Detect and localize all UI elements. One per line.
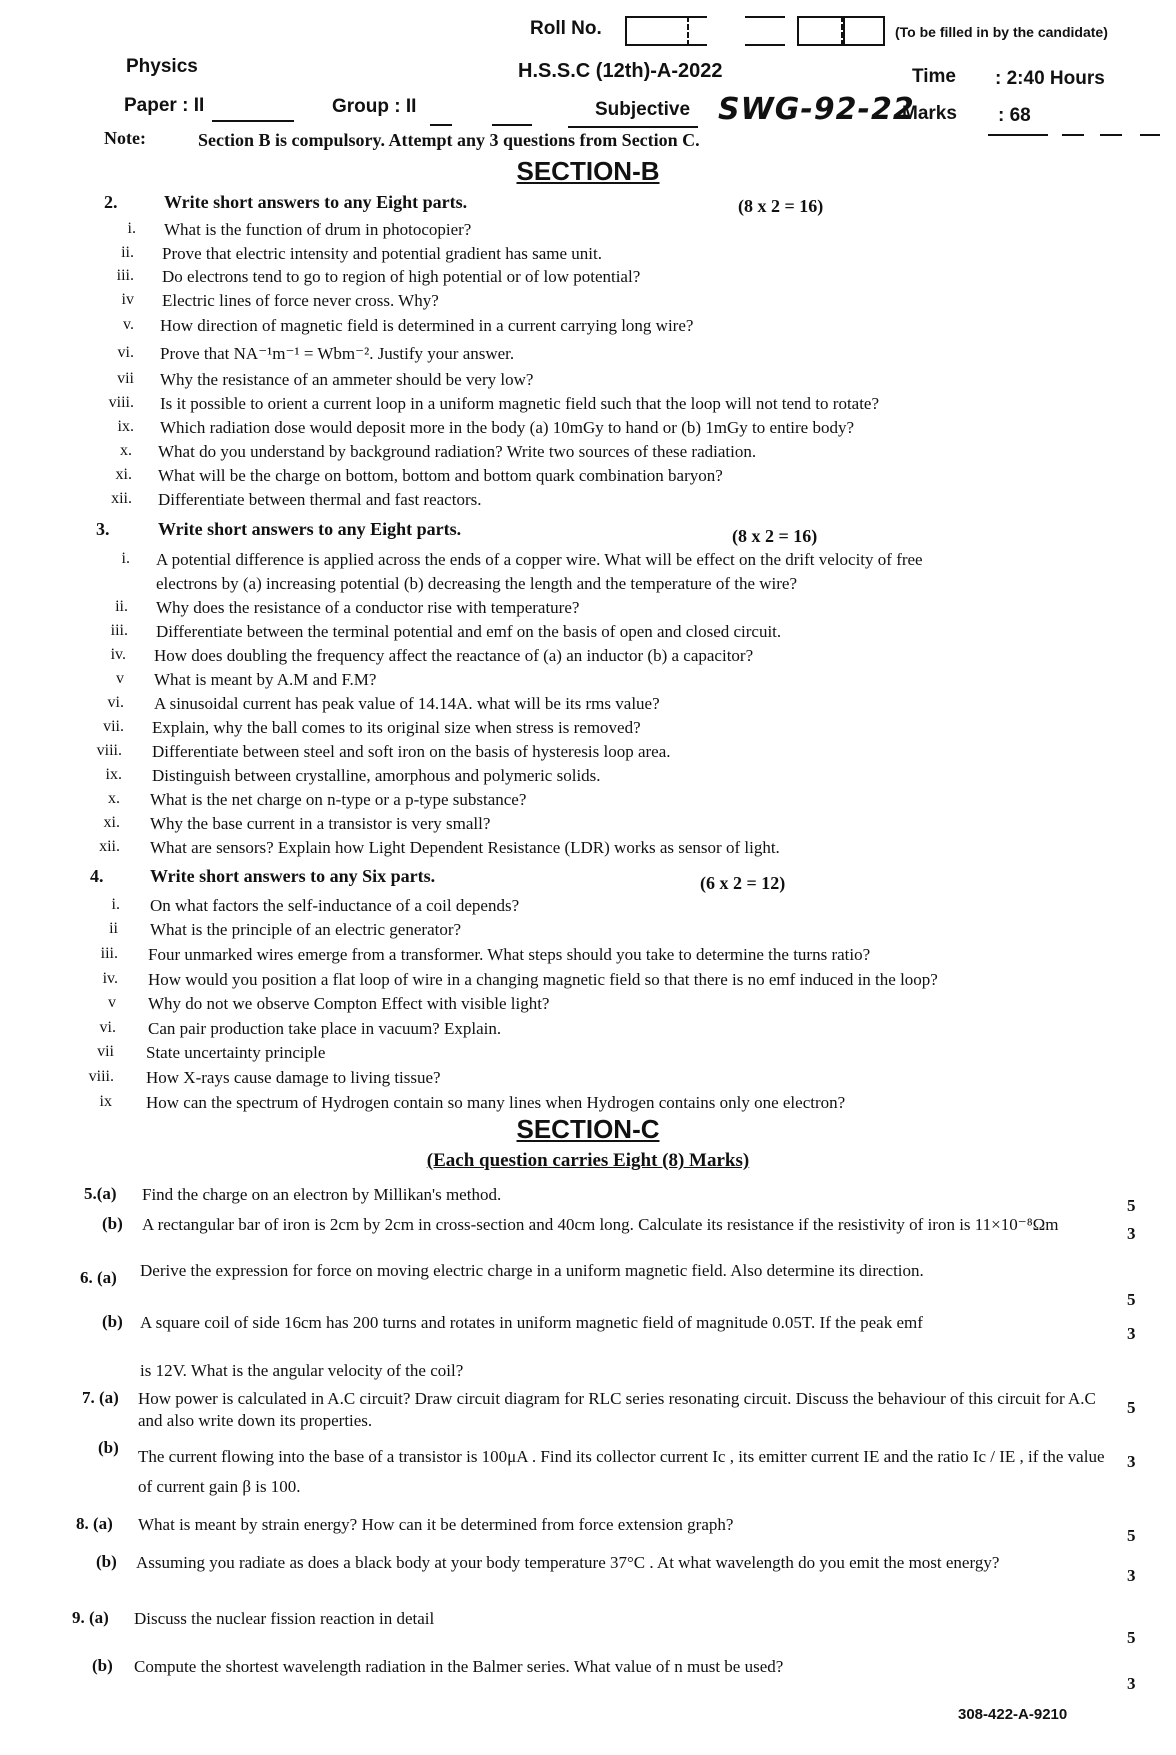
marks-label: Marks xyxy=(902,103,957,124)
part-text: Prove that electric intensity and potential gradient has same unit. xyxy=(162,244,602,263)
handwritten-paper-code: SWG-92-22 xyxy=(718,92,915,127)
question-title: Write short answers to any Eight parts. xyxy=(164,192,468,212)
question-text: The current flowing into the base of a transistor is 100μA . Find its collector current Ic , its emitter current IE and the ratio Ic / IE , if the value of current gain β is 100. xyxy=(138,1447,1105,1496)
part-number: iii. xyxy=(116,267,134,284)
part-number: xi. xyxy=(115,466,132,483)
part-text: How direction of magnetic field is determined in a current carrying long wire? xyxy=(160,316,694,335)
part-number: xii. xyxy=(111,490,132,507)
section-b-title: SECTION-B xyxy=(516,156,660,186)
question-marks: (6 x 2 = 12) xyxy=(700,873,786,893)
question-number: 4. xyxy=(90,866,104,886)
part-text: Differentiate between the terminal potential and emf on the basis of open and closed circuit. xyxy=(156,622,782,641)
question-text: Find the charge on an electron by Millikan's method. xyxy=(142,1185,502,1204)
part-number: iv. xyxy=(110,646,126,663)
question-label: (b) xyxy=(96,1552,117,1571)
question-marks: 5 xyxy=(1127,1628,1136,1647)
part-text: Do electrons tend to go to region of high potential or of low potential? xyxy=(162,267,641,286)
part-number: vii xyxy=(117,370,134,387)
part-text: What is the function of drum in photocopier? xyxy=(164,220,472,239)
part-text: How does doubling the frequency affect the reactance of (a) an inductor (b) a capacitor? xyxy=(154,646,754,665)
question-marks: (8 x 2 = 16) xyxy=(738,196,824,216)
question-marks: 3 xyxy=(1127,1566,1136,1585)
part-text: What do you understand by background radiation? Write two sources of these radiation. xyxy=(158,442,757,461)
question-label: (b) xyxy=(102,1312,123,1331)
part-text: How X-rays cause damage to living tissue? xyxy=(146,1068,441,1087)
part-number: iv. xyxy=(102,970,118,987)
part-number: vi. xyxy=(107,694,124,711)
part-number: vii. xyxy=(103,718,124,735)
question-label: 8. (a) xyxy=(76,1514,113,1533)
part-text: What is meant by A.M and F.M? xyxy=(154,670,377,689)
section-c-title: SECTION-C xyxy=(516,1114,660,1144)
time-value: : 2:40 Hours xyxy=(995,68,1105,89)
part-number: i. xyxy=(121,550,130,567)
question-marks: 3 xyxy=(1127,1674,1136,1693)
question-text: Derive the expression for force on moving electric charge in a uniform magnetic field. Also determine its direction. xyxy=(140,1261,924,1280)
subjective-label: Subjective xyxy=(595,99,691,120)
part-number: ix. xyxy=(117,418,134,435)
part-text: Four unmarked wires emerge from a transformer. What steps should you take to determine the turns ratio? xyxy=(148,945,871,964)
part-text: A potential difference is applied across the ends of a copper wire. What will be effect on the drift velocity of free xyxy=(156,550,923,569)
part-text: State uncertainty principle xyxy=(146,1043,326,1062)
question-label: 5.(a) xyxy=(84,1184,117,1203)
subject-name: Physics xyxy=(126,56,198,77)
part-text: Is it possible to orient a current loop in a uniform magnetic field such that the loop will not tend to rotate? xyxy=(160,394,880,413)
part-text: On what factors the self-inductance of a coil depends? xyxy=(150,896,520,915)
question-text: A rectangular bar of iron is 2cm by 2cm in cross-section and 40cm long. Calculate its resistance if the resistivity of iron is 11×10⁻⁸Ωm xyxy=(142,1215,1059,1234)
part-text: Electric lines of force never cross. Why? xyxy=(162,291,439,310)
exam-title: H.S.S.C (12th)-A-2022 xyxy=(518,60,723,82)
question-text: Assuming you radiate as does a black body at your body temperature 37°C . At what wavelength do you emit the most energy? xyxy=(136,1553,1000,1572)
part-number: ii. xyxy=(121,244,134,261)
part-text: Which radiation dose would deposit more in the body (a) 10mGy to hand or (b) 1mGy to entire body? xyxy=(160,418,855,437)
part-number: v xyxy=(108,994,116,1011)
part-text: What are sensors? Explain how Light Dependent Resistance (LDR) works as sensor of light. xyxy=(150,838,780,857)
part-text: Prove that NA⁻¹m⁻¹ = Wbm⁻². Justify your answer. xyxy=(160,344,515,363)
question-marks: 3 xyxy=(1127,1224,1136,1243)
part-number: ix xyxy=(99,1093,112,1110)
question-marks: 5 xyxy=(1127,1398,1136,1417)
question-label: 9. (a) xyxy=(72,1608,109,1627)
part-number: vi. xyxy=(99,1019,116,1036)
paper-label: Paper : II xyxy=(124,95,205,116)
roll-number-boxes[interactable] xyxy=(625,12,887,46)
part-number: iii. xyxy=(100,945,118,962)
part-text: Distinguish between crystalline, amorphous and polymeric solids. xyxy=(152,766,601,785)
part-number: xii. xyxy=(99,838,120,855)
part-number: ii xyxy=(109,920,118,937)
question-marks: (8 x 2 = 16) xyxy=(732,526,818,546)
roll-number-label: Roll No. xyxy=(530,18,602,39)
part-number: x. xyxy=(120,442,132,459)
question-label: 6. (a) xyxy=(80,1268,117,1287)
question-marks: 5 xyxy=(1127,1196,1136,1215)
question-text: What is meant by strain energy? How can it be determined from force extension graph? xyxy=(138,1515,734,1534)
paper-code-footer: 308-422-A-9210 xyxy=(958,1706,1068,1723)
part-text: What is the net charge on n-type or a p-type substance? xyxy=(150,790,527,809)
question-marks: 3 xyxy=(1127,1452,1136,1471)
question-text: A square coil of side 16cm has 200 turns and rotates in uniform magnetic field of magnitude 0.05T. If the peak emf xyxy=(140,1313,923,1332)
section-c-subtitle: (Each question carries Eight (8) Marks) xyxy=(426,1150,750,1171)
part-text: How can the spectrum of Hydrogen contain so many lines when Hydrogen contains only one electron? xyxy=(146,1093,846,1112)
part-number: i. xyxy=(127,220,136,237)
note-text: Section B is compulsory. Attempt any 3 questions from Section C. xyxy=(198,130,700,150)
part-number: vii xyxy=(97,1043,114,1060)
marks-value: : 68 xyxy=(998,105,1031,126)
part-number: iii. xyxy=(110,622,128,639)
question-title: Write short answers to any Eight parts. xyxy=(158,519,462,539)
question-text: Compute the shortest wavelength radiation in the Balmer series. What value of n must be used? xyxy=(134,1657,784,1676)
roll-fill-note: (To be filled in by the candidate) xyxy=(895,24,1108,40)
part-number: ii. xyxy=(115,598,128,615)
part-text-continued: electrons by (a) increasing potential (b) decreasing the length and the temperature of the wire? xyxy=(156,574,798,593)
part-number: x. xyxy=(108,790,120,807)
group-label: Group : II xyxy=(332,96,417,117)
part-number: i. xyxy=(111,896,120,913)
part-number: ix. xyxy=(105,766,122,783)
part-number: v xyxy=(116,670,124,687)
part-text: Differentiate between steel and soft iron on the basis of hysteresis loop area. xyxy=(152,742,671,761)
part-number: v. xyxy=(123,316,134,333)
part-text: Why does the resistance of a conductor rise with temperature? xyxy=(156,598,580,617)
part-number: viii. xyxy=(96,742,122,759)
question-number: 3. xyxy=(96,519,110,539)
part-number: vi. xyxy=(117,344,134,361)
part-number: iv xyxy=(121,291,134,308)
question-title: Write short answers to any Six parts. xyxy=(150,866,436,886)
question-label: (b) xyxy=(102,1214,123,1233)
part-text: What will be the charge on bottom, bottom and bottom quark combination baryon? xyxy=(158,466,723,485)
question-text: Discuss the nuclear fission reaction in detail xyxy=(134,1609,435,1628)
part-number: viii. xyxy=(88,1068,114,1085)
part-text: Why the base current in a transistor is very small? xyxy=(150,814,491,833)
question-marks: 3 xyxy=(1127,1324,1136,1343)
part-text: Differentiate between thermal and fast reactors. xyxy=(158,490,482,509)
question-label: 7. (a) xyxy=(82,1388,119,1407)
part-text: Why do not we observe Compton Effect with visible light? xyxy=(148,994,550,1013)
question-text: How power is calculated in A.C circuit? Draw circuit diagram for RLC series resonating circuit. Discuss the behaviour of this circuit for A.C and also write down its properties. xyxy=(138,1389,1096,1430)
question-number: 2. xyxy=(104,192,118,212)
part-text: Why the resistance of an ammeter should be very low? xyxy=(160,370,534,389)
part-text: How would you position a flat loop of wire in a changing magnetic field so that there is no emf induced in the loop? xyxy=(148,970,938,989)
question-text-continued: is 12V. What is the angular velocity of the coil? xyxy=(140,1361,464,1380)
part-number: xi. xyxy=(103,814,120,831)
part-text: Explain, why the ball comes to its original size when stress is removed? xyxy=(152,718,641,737)
question-marks: 5 xyxy=(1127,1526,1136,1545)
question-label: (b) xyxy=(92,1656,113,1675)
part-text: Can pair production take place in vacuum? Explain. xyxy=(148,1019,502,1038)
part-text: A sinusoidal current has peak value of 14.14A. what will be its rms value? xyxy=(154,694,660,713)
time-label: Time xyxy=(912,66,957,87)
question-label: (b) xyxy=(98,1438,119,1457)
part-number: viii. xyxy=(108,394,134,411)
question-marks: 5 xyxy=(1127,1290,1136,1309)
part-text: What is the principle of an electric generator? xyxy=(150,920,462,939)
note-label: Note: xyxy=(104,128,146,148)
